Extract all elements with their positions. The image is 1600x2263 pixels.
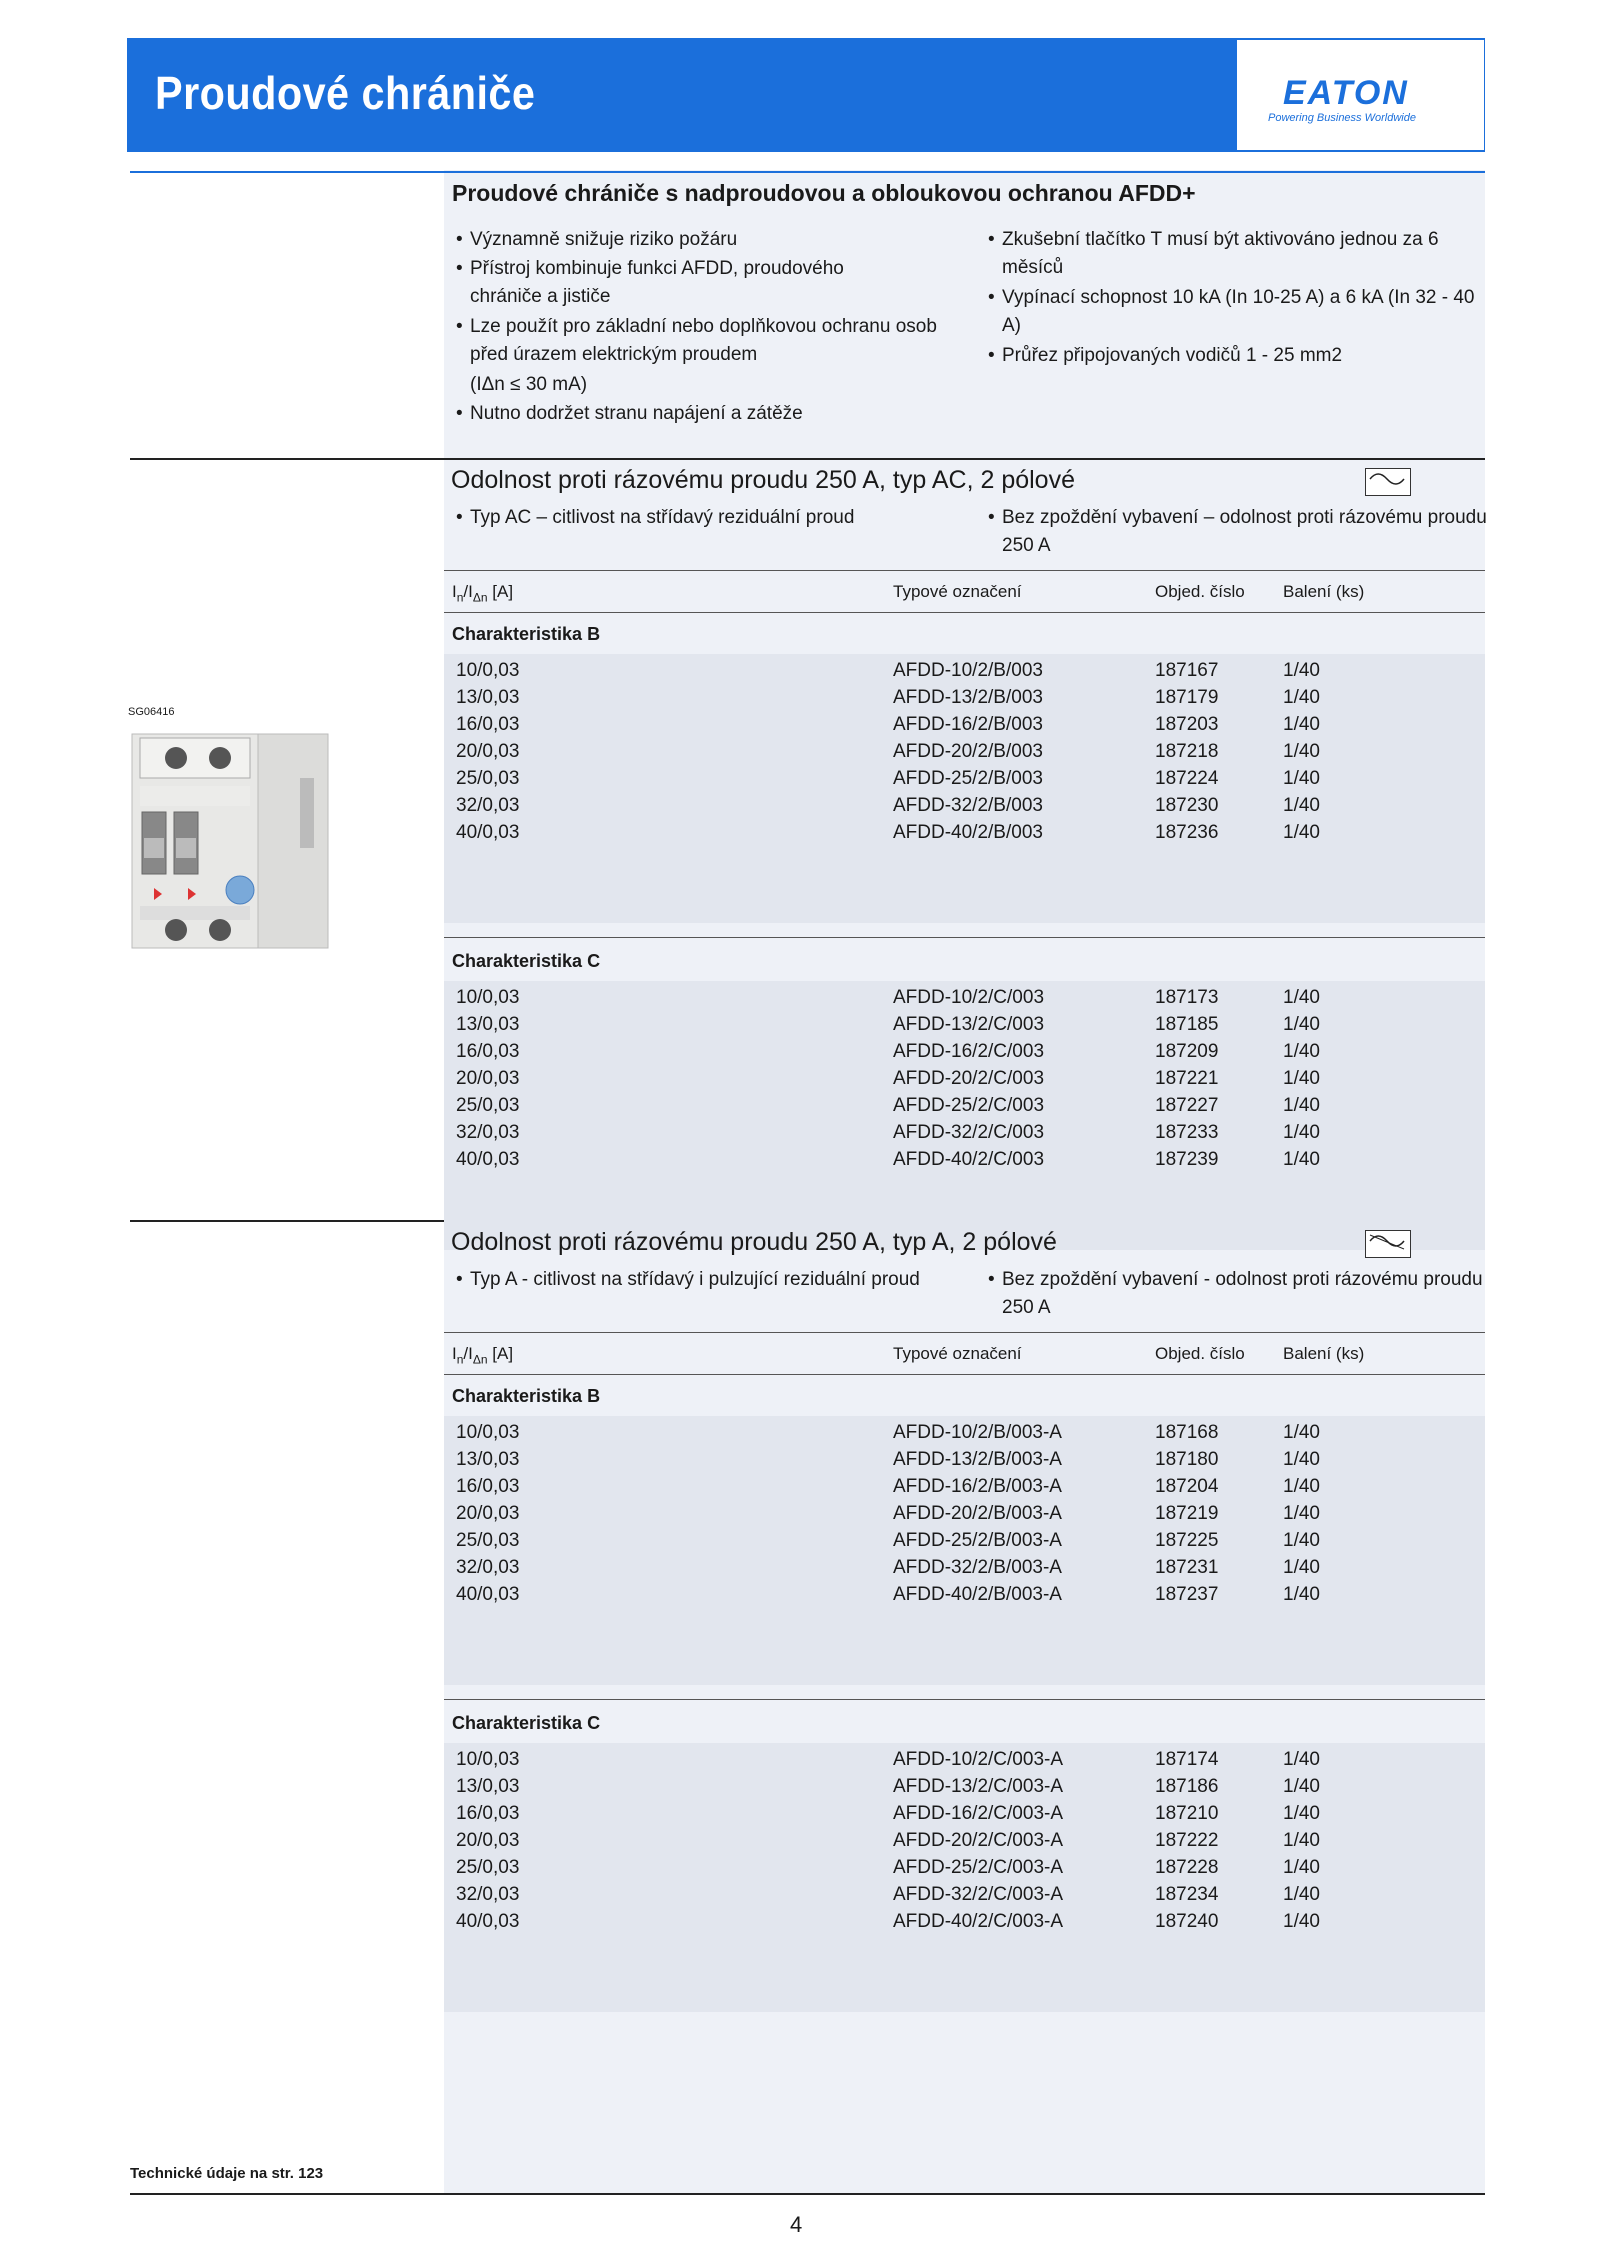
pack-quantity: 1/40 — [1283, 987, 1320, 1008]
order-number: 187173 — [1155, 987, 1219, 1008]
rating: 10/0,03 — [456, 1422, 520, 1443]
order-number: 187225 — [1155, 1530, 1219, 1551]
col-header-type: Typové označení — [893, 582, 1022, 601]
feature-item: • Nutno dodržet stranu napájení a zátěže — [456, 403, 803, 424]
table-row — [0, 1068, 1600, 1095]
section-note: • Bez zpoždění vybavení - odolnost proti rázovému proudu 250 A — [988, 1269, 1483, 1318]
rating: 13/0,03 — [456, 1449, 520, 1470]
pack-quantity: 1/40 — [1283, 1014, 1320, 1035]
type-designation: AFDD-10/2/B/003 — [893, 660, 1043, 681]
group-rule — [444, 937, 1485, 938]
type-designation: AFDD-40/2/B/003 — [893, 822, 1043, 843]
type-designation: AFDD-25/2/B/003 — [893, 768, 1043, 789]
section-title: Odolnost proti rázovému proudu 250 A, typ A, 2 pólové — [451, 1228, 1057, 1256]
col-header-order: Objed. číslo — [1155, 582, 1245, 601]
pack-quantity: 1/40 — [1283, 1149, 1320, 1170]
type-designation: AFDD-32/2/C/003-A — [893, 1884, 1064, 1905]
section-title: Odolnost proti rázovému proudu 250 A, typ AC, 2 pólové — [451, 466, 1075, 494]
table-row — [0, 987, 1600, 1014]
pack-quantity: 1/40 — [1283, 1830, 1320, 1851]
table-row — [0, 1857, 1600, 1884]
feature-item: • Zkušební tlačítko T musí být aktivováno jednou za 6 měsíců — [988, 229, 1439, 278]
pack-quantity: 1/40 — [1283, 714, 1320, 735]
rating: 40/0,03 — [456, 1911, 520, 1932]
type-designation: AFDD-20/2/B/003 — [893, 741, 1043, 762]
table-row — [0, 1041, 1600, 1068]
type-designation: AFDD-32/2/B/003 — [893, 795, 1043, 816]
rating: 16/0,03 — [456, 1041, 520, 1062]
characteristic-label: Charakteristika C — [452, 951, 601, 971]
table-row — [0, 1122, 1600, 1149]
pack-quantity: 1/40 — [1283, 795, 1320, 816]
rating: 13/0,03 — [456, 687, 520, 708]
table-row — [0, 822, 1600, 849]
section-note: • Bez zpoždění vybavení – odolnost proti rázovému proudu 250 A — [988, 507, 1487, 556]
pack-quantity: 1/40 — [1283, 1476, 1320, 1497]
order-number: 187230 — [1155, 795, 1219, 816]
group-rule — [444, 1699, 1485, 1700]
rating: 13/0,03 — [456, 1776, 520, 1797]
table-row — [0, 714, 1600, 741]
order-number: 187185 — [1155, 1014, 1219, 1035]
rating: 16/0,03 — [456, 1476, 520, 1497]
type-designation: AFDD-13/2/B/003 — [893, 687, 1043, 708]
order-number: 187218 — [1155, 741, 1219, 762]
pack-quantity: 1/40 — [1283, 822, 1320, 843]
table-row — [0, 795, 1600, 822]
table-rule — [444, 612, 1485, 613]
type-designation: AFDD-20/2/B/003-A — [893, 1503, 1062, 1524]
feature-item: (IΔn ≤ 30 mA) — [470, 374, 588, 395]
table-row — [0, 741, 1600, 768]
col-header-pack: Balení (ks) — [1283, 582, 1365, 601]
page-number: 4 — [790, 2212, 803, 2237]
rating: 20/0,03 — [456, 1503, 520, 1524]
a-pulse-icon — [1365, 1230, 1411, 1258]
photo-id: SG06416 — [128, 706, 175, 718]
order-number: 187237 — [1155, 1584, 1219, 1605]
rating: 40/0,03 — [456, 822, 520, 843]
section-divider — [130, 458, 1485, 460]
col-header-pack: Balení (ks) — [1283, 1344, 1365, 1363]
type-designation: AFDD-40/2/C/003 — [893, 1149, 1045, 1170]
feature-item: • Významně snižuje riziko požáru — [456, 229, 738, 250]
order-number: 187222 — [1155, 1830, 1219, 1851]
order-number: 187224 — [1155, 768, 1219, 789]
feature-item: • Vypínací schopnost 10 kA (In 10-25 A) a 6 kA (In 32 - 40 A) — [988, 287, 1475, 336]
order-number: 187179 — [1155, 687, 1219, 708]
pack-quantity: 1/40 — [1283, 1557, 1320, 1578]
col-header-rating: $I_n/I_{\Delta n}$ [A] — [452, 1344, 514, 1367]
feature-item: • Lze použít pro základní nebo doplňkovou ochranu osob před úrazem elektrickým proudem — [456, 316, 937, 365]
order-number: 187203 — [1155, 714, 1219, 735]
table-row — [0, 1149, 1600, 1176]
col-header-order: Objed. číslo — [1155, 1344, 1245, 1363]
section-note: • Typ A - citlivost na střídavý i pulzující reziduální proud — [456, 1269, 920, 1290]
rating: 40/0,03 — [456, 1584, 520, 1605]
type-designation: AFDD-40/2/C/003-A — [893, 1911, 1064, 1932]
order-number: 187236 — [1155, 822, 1219, 843]
section-note: • Typ AC – citlivost na střídavý reziduální proud — [456, 507, 855, 528]
pack-quantity: 1/40 — [1283, 1041, 1320, 1062]
feature-item: • Průřez připojovaných vodičů 1 - 25 mm2 — [988, 345, 1343, 366]
order-number: 187210 — [1155, 1803, 1219, 1824]
table-row — [0, 1776, 1600, 1803]
rating: 16/0,03 — [456, 1803, 520, 1824]
table-row — [0, 1095, 1600, 1122]
pack-quantity: 1/40 — [1283, 741, 1320, 762]
characteristic-label: Charakteristika C — [452, 1713, 601, 1733]
type-designation: AFDD-16/2/B/003-A — [893, 1476, 1062, 1497]
rating: 32/0,03 — [456, 795, 520, 816]
col-header-type: Typové označení — [893, 1344, 1022, 1363]
order-number: 187227 — [1155, 1095, 1219, 1116]
rating: 20/0,03 — [456, 1830, 520, 1851]
order-number: 187234 — [1155, 1884, 1219, 1905]
type-designation: AFDD-10/2/C/003-A — [893, 1749, 1064, 1770]
table-row — [0, 687, 1600, 714]
rating: 32/0,03 — [456, 1884, 520, 1905]
order-number: 187228 — [1155, 1857, 1219, 1878]
order-number: 187233 — [1155, 1122, 1219, 1143]
order-number: 187231 — [1155, 1557, 1219, 1578]
table-rule — [444, 1374, 1485, 1375]
characteristic-label: Charakteristika B — [452, 624, 601, 644]
table-row — [0, 768, 1600, 795]
pack-quantity: 1/40 — [1283, 687, 1320, 708]
order-number: 187219 — [1155, 1503, 1219, 1524]
table-row — [0, 1422, 1600, 1449]
rating: 25/0,03 — [456, 768, 520, 789]
table-rule — [444, 1332, 1485, 1333]
type-designation: AFDD-25/2/C/003 — [893, 1095, 1045, 1116]
pack-quantity: 1/40 — [1283, 1095, 1320, 1116]
order-number: 187221 — [1155, 1068, 1219, 1089]
footer-note: Technické údaje na str. 123 — [130, 2165, 324, 2182]
order-number: 187240 — [1155, 1911, 1219, 1932]
table-row — [0, 1476, 1600, 1503]
footer-divider — [130, 2193, 1485, 2195]
pack-quantity: 1/40 — [1283, 1857, 1320, 1878]
table-row — [0, 1557, 1600, 1584]
type-designation: AFDD-25/2/B/003-A — [893, 1530, 1062, 1551]
rating: 10/0,03 — [456, 1749, 520, 1770]
page-title: Proudové chrániče — [155, 67, 536, 119]
pack-quantity: 1/40 — [1283, 1122, 1320, 1143]
pack-quantity: 1/40 — [1283, 1422, 1320, 1443]
characteristic-label: Charakteristika B — [452, 1386, 601, 1406]
col-header-rating: $I_n/I_{\Delta n}$ [A] — [452, 582, 514, 605]
type-designation: AFDD-32/2/B/003-A — [893, 1557, 1062, 1578]
type-designation: AFDD-20/2/C/003-A — [893, 1830, 1064, 1851]
table-row — [0, 1830, 1600, 1857]
type-designation: AFDD-13/2/B/003-A — [893, 1449, 1062, 1470]
table-row — [0, 1884, 1600, 1911]
type-designation: AFDD-13/2/C/003-A — [893, 1776, 1064, 1797]
table-row — [0, 1911, 1600, 1938]
section-divider — [130, 171, 1485, 173]
rating: 32/0,03 — [456, 1557, 520, 1578]
pack-quantity: 1/40 — [1283, 1749, 1320, 1770]
table-row — [0, 1014, 1600, 1041]
order-number: 187239 — [1155, 1149, 1219, 1170]
pack-quantity: 1/40 — [1283, 1776, 1320, 1797]
type-designation: AFDD-20/2/C/003 — [893, 1068, 1045, 1089]
type-designation: AFDD-16/2/C/003 — [893, 1041, 1045, 1062]
pack-quantity: 1/40 — [1283, 1068, 1320, 1089]
pack-quantity: 1/40 — [1283, 1803, 1320, 1824]
type-designation: AFDD-16/2/B/003 — [893, 714, 1043, 735]
type-designation: AFDD-40/2/B/003-A — [893, 1584, 1062, 1605]
pack-quantity: 1/40 — [1283, 768, 1320, 789]
logo-tagline: Powering Business Worldwide — [1268, 112, 1416, 124]
rating: 10/0,03 — [456, 660, 520, 681]
table-row — [0, 660, 1600, 687]
rating: 32/0,03 — [456, 1122, 520, 1143]
table-row — [0, 1449, 1600, 1476]
rating: 10/0,03 — [456, 987, 520, 1008]
order-number: 187180 — [1155, 1449, 1219, 1470]
rating: 20/0,03 — [456, 1068, 520, 1089]
type-designation: AFDD-25/2/C/003-A — [893, 1857, 1064, 1878]
rating: 25/0,03 — [456, 1530, 520, 1551]
table-row — [0, 1584, 1600, 1611]
table-row — [0, 1749, 1600, 1776]
table-rule — [444, 570, 1485, 571]
pack-quantity: 1/40 — [1283, 1911, 1320, 1932]
order-number: 187186 — [1155, 1776, 1219, 1797]
feature-item: • Přístroj kombinuje funkci AFDD, proudového chrániče a jističe — [456, 258, 844, 307]
pack-quantity: 1/40 — [1283, 1449, 1320, 1470]
rating: 13/0,03 — [456, 1014, 520, 1035]
order-number: 187167 — [1155, 660, 1219, 681]
order-number: 187168 — [1155, 1422, 1219, 1443]
ac-sine-icon — [1365, 468, 1411, 496]
type-designation: AFDD-16/2/C/003-A — [893, 1803, 1064, 1824]
type-designation: AFDD-32/2/C/003 — [893, 1122, 1045, 1143]
order-number: 187174 — [1155, 1749, 1219, 1770]
table-row — [0, 1503, 1600, 1530]
table-row — [0, 1530, 1600, 1557]
pack-quantity: 1/40 — [1283, 660, 1320, 681]
rating: 16/0,03 — [456, 714, 520, 735]
type-designation: AFDD-10/2/B/003-A — [893, 1422, 1062, 1443]
logo-wordmark: EATON — [1283, 74, 1409, 112]
rating: 20/0,03 — [456, 741, 520, 762]
rating: 25/0,03 — [456, 1095, 520, 1116]
rating: 25/0,03 — [456, 1857, 520, 1878]
pack-quantity: 1/40 — [1283, 1884, 1320, 1905]
type-designation: AFDD-13/2/C/003 — [893, 1014, 1045, 1035]
order-number: 187204 — [1155, 1476, 1219, 1497]
product-title: Proudové chrániče s nadproudovou a obloukovou ochranou AFDD+ — [452, 180, 1196, 206]
pack-quantity: 1/40 — [1283, 1503, 1320, 1524]
pack-quantity: 1/40 — [1283, 1530, 1320, 1551]
pack-quantity: 1/40 — [1283, 1584, 1320, 1605]
type-designation: AFDD-10/2/C/003 — [893, 987, 1045, 1008]
order-number: 187209 — [1155, 1041, 1219, 1062]
rating: 40/0,03 — [456, 1149, 520, 1170]
table-row — [0, 1803, 1600, 1830]
